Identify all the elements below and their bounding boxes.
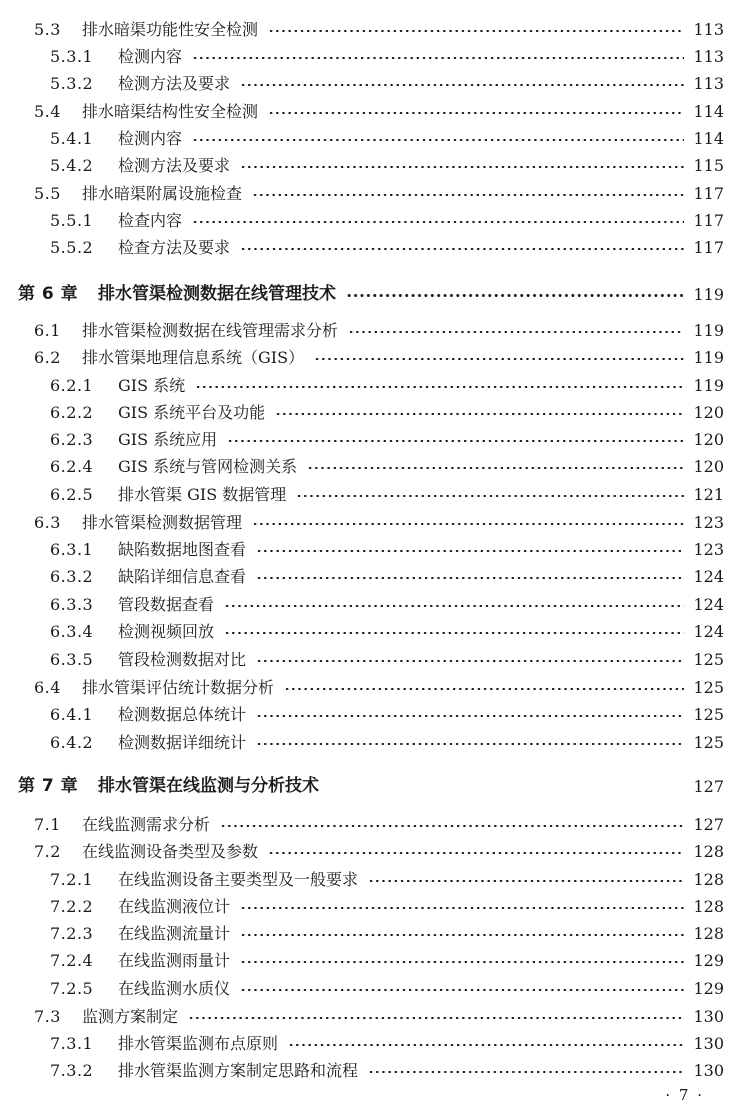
toc-entry[interactable] xyxy=(0,811,750,838)
entry-page-number: 125 xyxy=(693,733,724,752)
entry-page-number: 114 xyxy=(693,102,724,121)
toc-entry[interactable] xyxy=(0,152,750,179)
entry-page-number: 120 xyxy=(693,403,724,422)
entry-number: 7.3 xyxy=(34,1007,61,1026)
entry-title: 缺陷数据地图查看 xyxy=(118,540,247,559)
dot-leader xyxy=(268,30,684,32)
entry-title: 检测内容 xyxy=(118,47,183,66)
entry-page-number: 120 xyxy=(693,457,724,476)
entry-title: 排水暗渠附属设施检查 xyxy=(82,184,243,203)
dot-leader xyxy=(256,743,684,745)
entry-title: 检测方法及要求 xyxy=(118,156,231,175)
entry-title: 在线监测设备主要类型及一般要求 xyxy=(118,870,359,889)
toc-entry[interactable] xyxy=(0,591,750,618)
entry-title: 排水管渠在线监测与分析技术 xyxy=(98,775,319,796)
entry-title: 监测方案制定 xyxy=(82,1007,179,1026)
entry-title: GIS 系统 xyxy=(118,376,186,395)
entry-page-number: 127 xyxy=(693,815,724,834)
dot-leader xyxy=(240,934,684,936)
dot-leader xyxy=(240,84,684,86)
entry-page-number: 124 xyxy=(693,622,724,641)
toc-entry[interactable] xyxy=(0,1030,750,1057)
entry-title: 在线监测需求分析 xyxy=(82,815,211,834)
entry-number: 7.3.1 xyxy=(50,1034,94,1053)
entry-number: 5.4.2 xyxy=(50,156,94,175)
entry-number: 6.4.1 xyxy=(50,705,94,724)
entry-number: 6.2.2 xyxy=(50,403,94,422)
entry-number: 7.2.4 xyxy=(50,951,94,970)
entry-page-number: 125 xyxy=(693,678,724,697)
entry-number: 5.3.1 xyxy=(50,47,94,66)
dot-leader xyxy=(256,550,684,552)
entry-title: 排水管渠评估统计数据分析 xyxy=(82,678,275,697)
toc-entry[interactable] xyxy=(0,1057,750,1084)
entry-number: 5.5 xyxy=(34,184,61,203)
toc-entry[interactable] xyxy=(0,618,750,645)
entry-title: 检查方法及要求 xyxy=(118,238,231,257)
entry-title: 排水管渠检测数据管理 xyxy=(82,513,243,532)
toc-entry[interactable] xyxy=(0,98,750,125)
entry-number: 6.3.3 xyxy=(50,595,94,614)
entry-page-number: 121 xyxy=(693,485,724,504)
entry-number: 6.2.5 xyxy=(50,485,94,504)
entry-number: 第 6 章 xyxy=(18,283,79,304)
entry-title: 排水暗渠结构性安全检测 xyxy=(82,102,259,121)
entry-title: 检查内容 xyxy=(118,211,183,230)
dot-leader xyxy=(240,989,684,991)
toc-entry[interactable] xyxy=(0,701,750,728)
entry-title: 排水暗渠功能性安全检测 xyxy=(82,20,259,39)
toc-entry[interactable] xyxy=(0,234,750,261)
toc-entry[interactable] xyxy=(0,509,750,536)
entry-title: 在线监测流量计 xyxy=(118,924,231,943)
entry-number: 7.2.3 xyxy=(50,924,94,943)
toc-entry[interactable] xyxy=(0,536,750,563)
entry-title: GIS 系统平台及功能 xyxy=(118,403,266,422)
toc-entry[interactable] xyxy=(0,563,750,590)
dot-leader xyxy=(288,1044,684,1046)
entry-number: 7.2 xyxy=(34,842,61,861)
entry-page-number: 127 xyxy=(693,776,724,796)
toc-entry[interactable] xyxy=(0,481,750,508)
toc-entry[interactable] xyxy=(0,646,750,673)
entry-number: 6.2 xyxy=(34,348,61,367)
dot-leader xyxy=(224,632,684,634)
toc-entry[interactable] xyxy=(0,125,750,152)
toc-entry[interactable] xyxy=(0,453,750,480)
entry-title: 检测内容 xyxy=(118,129,183,148)
entry-title: 检测数据总体统计 xyxy=(118,705,247,724)
toc-entry[interactable] xyxy=(0,920,750,947)
entry-number: 5.4.1 xyxy=(50,129,94,148)
entry-title: 排水管渠监测布点原则 xyxy=(118,1034,279,1053)
toc-entry[interactable] xyxy=(0,399,750,426)
toc-entry[interactable] xyxy=(0,317,750,344)
dot-leader xyxy=(192,221,684,223)
dot-leader xyxy=(224,605,684,607)
dot-leader xyxy=(195,386,684,388)
entry-number: 7.2.1 xyxy=(50,870,94,889)
dot-leader xyxy=(188,1017,684,1019)
toc-entry[interactable] xyxy=(0,838,750,865)
entry-title: 在线监测设备类型及参数 xyxy=(82,842,259,861)
toc-entry[interactable] xyxy=(0,674,750,701)
dot-leader xyxy=(252,523,684,525)
entry-number: 5.3 xyxy=(34,20,61,39)
dot-leader xyxy=(252,194,684,196)
entry-title: GIS 系统应用 xyxy=(118,430,218,449)
toc-entry[interactable] xyxy=(0,344,750,371)
entry-number: 5.3.2 xyxy=(50,74,94,93)
entry-page-number: 117 xyxy=(693,184,724,203)
dot-leader xyxy=(240,907,684,909)
dot-leader xyxy=(314,358,684,360)
toc-entry[interactable] xyxy=(0,975,750,1002)
entry-page-number: 113 xyxy=(693,74,724,93)
entry-page-number: 128 xyxy=(693,842,724,861)
entry-title: 缺陷详细信息查看 xyxy=(118,567,247,586)
entry-title: 在线监测水质仪 xyxy=(118,979,231,998)
entry-title: 管段检测数据对比 xyxy=(118,650,247,669)
entry-page-number: 114 xyxy=(693,129,724,148)
dot-leader xyxy=(346,294,684,297)
page-number: · 7 · xyxy=(665,1086,704,1104)
dot-leader xyxy=(268,852,684,854)
entry-number: 6.3.2 xyxy=(50,567,94,586)
entry-page-number: 117 xyxy=(693,238,724,257)
entry-page-number: 113 xyxy=(693,47,724,66)
entry-number: 7.1 xyxy=(34,815,61,834)
entry-number: 5.5.2 xyxy=(50,238,94,257)
entry-number: 6.3.5 xyxy=(50,650,94,669)
entry-page-number: 123 xyxy=(693,513,724,532)
entry-page-number: 123 xyxy=(693,540,724,559)
entry-page-number: 128 xyxy=(693,924,724,943)
dot-leader xyxy=(348,331,684,333)
entry-page-number: 130 xyxy=(693,1061,724,1080)
entry-title: 检测方法及要求 xyxy=(118,74,231,93)
entry-title: 在线监测雨量计 xyxy=(118,951,231,970)
dot-leader xyxy=(256,660,684,662)
entry-title: 检测数据详细统计 xyxy=(118,733,247,752)
entry-page-number: 125 xyxy=(693,650,724,669)
dot-leader xyxy=(307,467,684,469)
entry-number: 5.5.1 xyxy=(50,211,94,230)
dot-leader xyxy=(256,577,684,579)
toc-entry[interactable] xyxy=(0,16,750,43)
dot-leader xyxy=(368,1071,684,1073)
dot-leader xyxy=(275,413,684,415)
dot-leader xyxy=(240,961,684,963)
entry-page-number: 124 xyxy=(693,595,724,614)
entry-number: 6.3.1 xyxy=(50,540,94,559)
toc-entry[interactable] xyxy=(0,207,750,234)
entry-number: 7.2.2 xyxy=(50,897,94,916)
entry-page-number: 119 xyxy=(693,284,724,304)
dot-leader xyxy=(192,139,684,141)
entry-number: 6.2.4 xyxy=(50,457,94,476)
entry-page-number: 130 xyxy=(693,1034,724,1053)
entry-page-number: 119 xyxy=(693,321,724,340)
dot-leader xyxy=(368,880,684,882)
entry-number: 7.2.5 xyxy=(50,979,94,998)
entry-number: 6.4 xyxy=(34,678,61,697)
dot-leader xyxy=(284,688,684,690)
entry-page-number: 128 xyxy=(693,897,724,916)
entry-title: 排水管渠检测数据在线管理需求分析 xyxy=(82,321,339,340)
entry-page-number: 113 xyxy=(693,20,724,39)
entry-page-number: 125 xyxy=(693,705,724,724)
entry-number: 6.2.1 xyxy=(50,376,94,395)
entry-page-number: 124 xyxy=(693,567,724,586)
toc-entry[interactable] xyxy=(0,866,750,893)
entry-number: 5.4 xyxy=(34,102,61,121)
entry-title: 排水管渠 GIS 数据管理 xyxy=(118,485,287,504)
toc-chapter-entry[interactable] xyxy=(0,279,750,309)
toc-entry[interactable] xyxy=(0,180,750,207)
entry-number: 6.3.4 xyxy=(50,622,94,641)
toc-entry[interactable] xyxy=(0,729,750,756)
entry-page-number: 120 xyxy=(693,430,724,449)
toc-entry[interactable] xyxy=(0,372,750,399)
entry-number: 第 7 章 xyxy=(18,775,79,796)
dot-leader xyxy=(256,715,684,717)
toc-entry[interactable] xyxy=(0,426,750,453)
entry-title: GIS 系统与管网检测关系 xyxy=(118,457,298,476)
toc-entry[interactable] xyxy=(0,43,750,70)
entry-page-number: 117 xyxy=(693,211,724,230)
dot-leader xyxy=(329,786,684,789)
toc-chapter-entry[interactable] xyxy=(0,771,750,801)
entry-number: 6.2.3 xyxy=(50,430,94,449)
dot-leader xyxy=(227,440,684,442)
entry-page-number: 119 xyxy=(693,348,724,367)
entry-page-number: 115 xyxy=(693,156,724,175)
entry-page-number: 130 xyxy=(693,1007,724,1026)
dot-leader xyxy=(296,495,684,497)
entry-title: 排水管渠检测数据在线管理技术 xyxy=(98,283,336,304)
entry-page-number: 129 xyxy=(693,951,724,970)
entry-title: 在线监测液位计 xyxy=(118,897,231,916)
entry-number: 7.3.2 xyxy=(50,1061,94,1080)
dot-leader xyxy=(240,248,684,250)
entry-title: 检测视频回放 xyxy=(118,622,215,641)
toc-entry[interactable] xyxy=(0,1003,750,1030)
entry-title: 排水管渠监测方案制定思路和流程 xyxy=(118,1061,359,1080)
entry-page-number: 119 xyxy=(693,376,724,395)
entry-page-number: 129 xyxy=(693,979,724,998)
entry-title: 排水管渠地理信息系统（GIS） xyxy=(82,348,305,367)
dot-leader xyxy=(192,57,684,59)
entry-number: 6.3 xyxy=(34,513,61,532)
entry-number: 6.1 xyxy=(34,321,61,340)
dot-leader xyxy=(240,166,684,168)
entry-page-number: 128 xyxy=(693,870,724,889)
toc-entry[interactable] xyxy=(0,893,750,920)
dot-leader xyxy=(220,825,684,827)
toc-entry[interactable] xyxy=(0,70,750,97)
entry-number: 6.4.2 xyxy=(50,733,94,752)
entry-title: 管段数据查看 xyxy=(118,595,215,614)
toc-entry[interactable] xyxy=(0,947,750,974)
dot-leader xyxy=(268,112,684,114)
